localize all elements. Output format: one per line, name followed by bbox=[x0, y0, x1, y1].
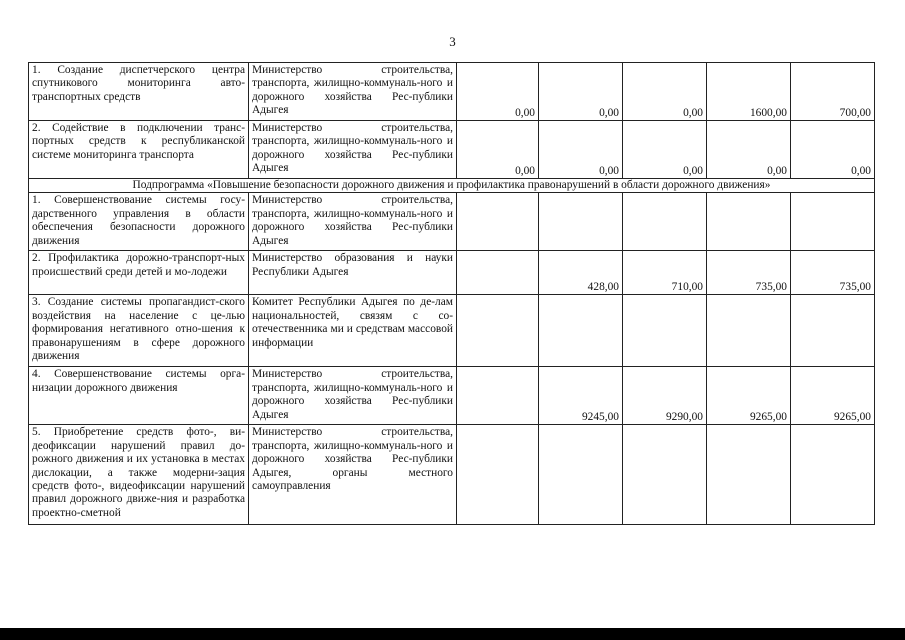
value-cell: 735,00 bbox=[707, 251, 791, 295]
value-cell bbox=[707, 425, 791, 525]
value-cell: 700,00 bbox=[791, 63, 875, 121]
value-cell bbox=[623, 295, 707, 367]
value-cell: 9265,00 bbox=[707, 367, 791, 425]
measure-description: 1. Совершенствование системы госу-дарственного управления в области обеспечения безопасности дорожного движения bbox=[29, 193, 249, 251]
responsible-organization: Министерство строительства, транспорта, жилищно-коммуналь-ного и дорожного хозяйства Рес-публики Адыгея, органы местного самоуправления bbox=[249, 425, 457, 525]
table-row bbox=[29, 193, 875, 251]
subprogram-header-row bbox=[29, 179, 875, 193]
value-cell bbox=[457, 367, 539, 425]
value-cell: 0,00 bbox=[623, 63, 707, 121]
value-cell bbox=[707, 295, 791, 367]
value-cell: 0,00 bbox=[457, 63, 539, 121]
responsible-organization: Министерство образования и науки Республики Адыгея bbox=[249, 251, 457, 295]
value-cell bbox=[539, 295, 623, 367]
measure-description: 1. Создание диспетчерского центра спутникового мониторинга авто-транспортных средств bbox=[29, 63, 249, 121]
value-cell bbox=[791, 295, 875, 367]
value-cell bbox=[457, 295, 539, 367]
measure-description: 5. Приобретение средств фото-, ви-деофиксации нарушений правил до-рожного движения и их установка в местах дислокации, а также модерни-зация средств фото-, видеофиксации нарушений правил дорожного движе-ния и разработка проектно-сметной bbox=[29, 425, 249, 525]
value-cell: 0,00 bbox=[707, 121, 791, 179]
value-cell: 0,00 bbox=[457, 121, 539, 179]
measure-description: 2. Содействие в подключении транс-портных средств к республиканской системе мониторинга транспорта bbox=[29, 121, 249, 179]
value-cell: 0,00 bbox=[539, 121, 623, 179]
value-cell: 710,00 bbox=[623, 251, 707, 295]
table-row bbox=[29, 425, 875, 525]
value-cell: 9290,00 bbox=[623, 367, 707, 425]
responsible-organization: Министерство строительства, транспорта, жилищно-коммуналь-ного и дорожного хозяйства Рес-публики Адыгея bbox=[249, 63, 457, 121]
responsible-organization: Министерство строительства, транспорта, жилищно-коммуналь-ного и дорожного хозяйства Рес-публики Адыгея bbox=[249, 121, 457, 179]
scan-bottom-edge bbox=[0, 628, 905, 640]
measure-description: 3. Создание системы пропагандист-ского воздействия на население с це-лью формирования негативного отно-шения к правонарушениям в сфере дорожного движения bbox=[29, 295, 249, 367]
value-cell: 9265,00 bbox=[791, 367, 875, 425]
value-cell bbox=[457, 193, 539, 251]
value-cell bbox=[539, 193, 623, 251]
responsible-organization: Комитет Республики Адыгея по де-лам национальностей, связям с со-отечественника ми и средствам массовой информации bbox=[249, 295, 457, 367]
value-cell: 428,00 bbox=[539, 251, 623, 295]
value-cell: 9245,00 bbox=[539, 367, 623, 425]
value-cell bbox=[791, 425, 875, 525]
value-cell: 1600,00 bbox=[707, 63, 791, 121]
table-row bbox=[29, 251, 875, 295]
measure-description: 4. Совершенствование системы орга-низации дорожного движения bbox=[29, 367, 249, 425]
measure-description: 2. Профилактика дорожно-транспорт-ных происшествий среди детей и мо-лодежи bbox=[29, 251, 249, 295]
value-cell bbox=[791, 193, 875, 251]
subprogram-title: Подпрограмма «Повышение безопасности дорожного движения и профилактика правонарушений в области дорожного движения» bbox=[29, 179, 875, 193]
value-cell bbox=[539, 425, 623, 525]
value-cell: 0,00 bbox=[539, 63, 623, 121]
value-cell bbox=[457, 425, 539, 525]
value-cell: 0,00 bbox=[623, 121, 707, 179]
page-number: 3 bbox=[449, 34, 456, 49]
value-cell bbox=[623, 425, 707, 525]
responsible-organization: Министерство строительства, транспорта, жилищно-коммуналь-ного и дорожного хозяйства Рес-публики Адыгея bbox=[249, 367, 457, 425]
table-row bbox=[29, 295, 875, 367]
program-table bbox=[28, 62, 875, 525]
table-row bbox=[29, 367, 875, 425]
value-cell bbox=[707, 193, 791, 251]
value-cell bbox=[623, 193, 707, 251]
value-cell bbox=[457, 251, 539, 295]
table-row bbox=[29, 63, 875, 121]
value-cell: 735,00 bbox=[791, 251, 875, 295]
value-cell: 0,00 bbox=[791, 121, 875, 179]
responsible-organization: Министерство строительства, транспорта, жилищно-коммуналь-ного и дорожного хозяйства Рес-публики Адыгея bbox=[249, 193, 457, 251]
table-row bbox=[29, 121, 875, 179]
